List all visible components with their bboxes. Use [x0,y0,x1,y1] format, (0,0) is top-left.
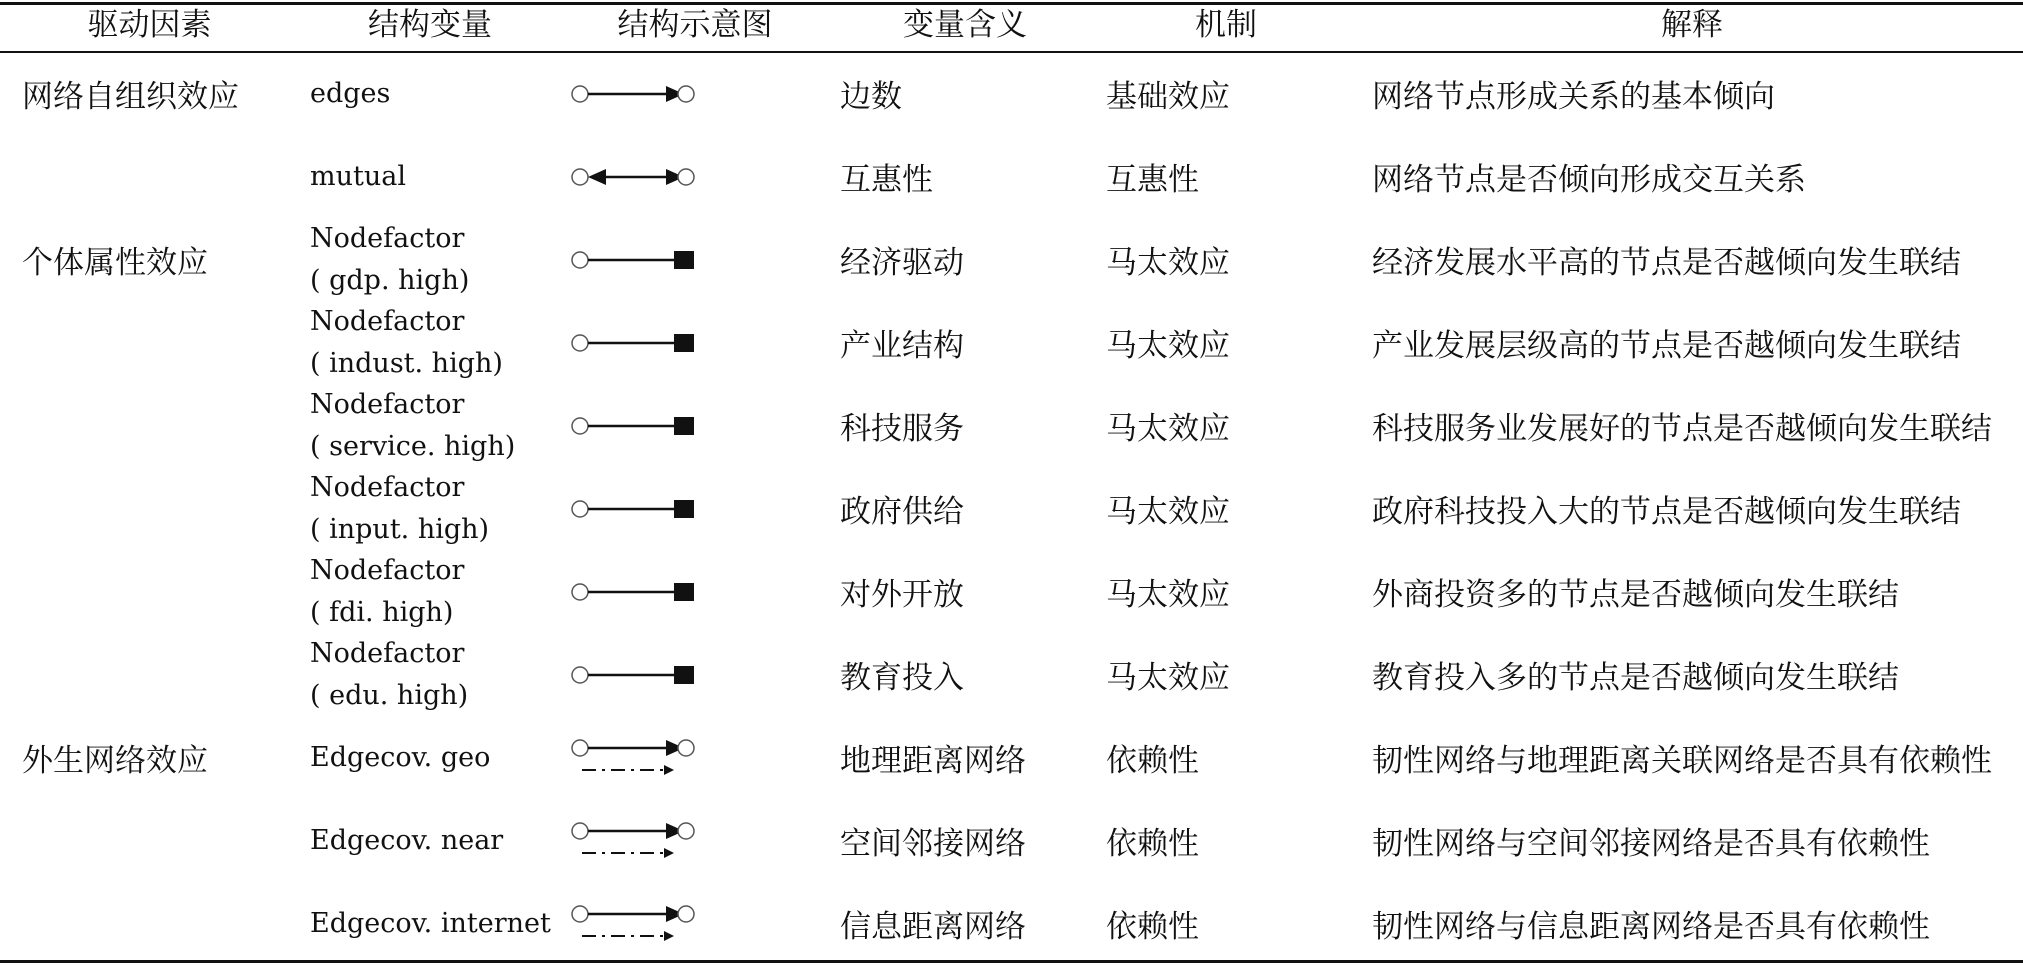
meaning-text: 对外开放 [840,577,964,613]
cell-variable [310,799,550,882]
variable-param: ( service. high) [310,430,516,462]
meaning-text: 互惠性 [840,162,933,198]
table-row [0,384,2023,467]
mechanism-text: 依赖性 [1106,826,1199,862]
meaning-text: 政府供给 [840,494,964,530]
structure-diagram-icon [570,384,710,467]
mechanism-text: 基础效应 [1106,79,1230,115]
cell-variable [310,301,550,384]
cell-explanation [1372,52,2012,135]
table-row [0,882,2023,965]
explanation-text: 产业发展层级高的节点是否越倾向发生联结 [1372,328,1961,364]
structure-diagram-icon [570,550,710,633]
cell-meaning [840,633,1090,716]
variable-param: ( fdi. high) [310,596,454,628]
cell-variable [310,218,550,301]
cell-variable [310,52,550,135]
table-row [0,218,2023,301]
explanation-text: 韧性网络与地理距离关联网络是否具有依赖性 [1372,743,1992,779]
cell-driver [22,882,302,965]
cell-explanation [1372,135,2012,218]
explanation-text: 韧性网络与空间邻接网络是否具有依赖性 [1372,826,1930,862]
variable-param: ( indust. high) [310,347,503,379]
variable-name: Nodefactor [310,222,465,254]
table-row [0,799,2023,882]
meaning-text: 空间邻接网络 [840,826,1026,862]
cell-meaning [840,52,1090,135]
structure-diagram-icon [570,52,710,135]
cell-mechanism [1106,218,1356,301]
structure-diagram-icon [570,716,710,799]
table-row [0,716,2023,799]
explanation-text: 网络节点是否倾向形成交互关系 [1372,162,1806,198]
mechanism-text: 马太效应 [1106,660,1230,696]
structure-diagram-icon [570,301,710,384]
cell-driver [22,633,302,716]
cell-meaning [840,218,1090,301]
meaning-text: 经济驱动 [840,245,964,281]
variable-name: Edgecov. geo [310,741,491,773]
cell-mechanism [1106,384,1356,467]
variable-name: Edgecov. near [310,824,504,856]
mechanism-text: 依赖性 [1106,909,1199,945]
cell-mechanism [1106,882,1356,965]
meaning-text: 科技服务 [840,411,964,447]
explanation-text: 外商投资多的节点是否越倾向发生联结 [1372,577,1899,613]
header-variable: 结构变量 [368,7,492,43]
variable-param: ( gdp. high) [310,264,470,296]
cell-mechanism [1106,550,1356,633]
cell-driver [22,550,302,633]
variable-name: Nodefactor [310,471,465,503]
cell-meaning [840,716,1090,799]
table-row [0,135,2023,218]
variable-param: ( edu. high) [310,679,469,711]
mechanism-text: 马太效应 [1106,494,1230,530]
driver-text: 个体属性效应 [22,245,208,281]
table-row [0,52,2023,135]
meaning-text: 教育投入 [840,660,964,696]
cell-variable [310,716,550,799]
header-driver: 驱动因素 [87,7,212,43]
table-row [0,550,2023,633]
cell-meaning [840,467,1090,550]
meaning-text: 边数 [840,79,902,115]
cell-meaning [840,384,1090,467]
cell-mechanism [1106,467,1356,550]
cell-variable [310,135,550,218]
explanation-text: 科技服务业发展好的节点是否越倾向发生联结 [1372,411,1992,447]
cell-mechanism [1106,135,1356,218]
variable-name: edges [310,77,391,109]
cell-explanation [1372,716,2012,799]
driver-text: 外生网络效应 [22,743,208,779]
mechanism-text: 马太效应 [1106,411,1230,447]
cell-variable [310,467,550,550]
cell-driver [22,301,302,384]
variable-name: Edgecov. internet [310,907,551,939]
variable-name: mutual [310,160,406,192]
structure-diagram-icon [570,882,710,965]
cell-explanation [1372,799,2012,882]
meaning-text: 地理距离网络 [840,743,1026,779]
driver-text: 网络自组织效应 [22,79,239,115]
cell-explanation [1372,301,2012,384]
mechanism-text: 马太效应 [1106,245,1230,281]
variable-name: Nodefactor [310,554,465,586]
meaning-text: 信息距离网络 [840,909,1026,945]
structure-diagram-icon [570,633,710,716]
variable-param: ( input. high) [310,513,490,545]
table-row [0,301,2023,384]
cell-mechanism [1106,799,1356,882]
structure-diagram-icon [570,467,710,550]
cell-explanation [1372,384,2012,467]
structure-diagram-icon [570,135,710,218]
cell-driver [22,52,302,135]
cell-explanation [1372,550,2012,633]
variable-name: Nodefactor [310,637,465,669]
structure-diagram-icon [570,799,710,882]
cell-explanation [1372,633,2012,716]
table-row [0,633,2023,716]
mechanism-text: 互惠性 [1106,162,1199,198]
cell-explanation [1372,467,2012,550]
cell-driver [22,716,302,799]
explanation-text: 经济发展水平高的节点是否越倾向发生联结 [1372,245,1961,281]
header-diagram: 结构示意图 [617,7,773,43]
cell-mechanism [1106,716,1356,799]
cell-variable [310,384,550,467]
cell-explanation [1372,218,2012,301]
explanation-text: 政府科技投入大的节点是否越倾向发生联结 [1372,494,1961,530]
cell-driver [22,799,302,882]
table-row [0,467,2023,550]
header-explanation: 解释 [1661,7,1723,43]
cell-driver [22,384,302,467]
explanation-text: 教育投入多的节点是否越倾向发生联结 [1372,660,1899,696]
header-mechanism: 机制 [1195,7,1257,43]
cell-driver [22,467,302,550]
explanation-text: 韧性网络与信息距离网络是否具有依赖性 [1372,909,1930,945]
cell-driver [22,135,302,218]
explanation-text: 网络节点形成关系的基本倾向 [1372,79,1775,115]
cell-variable [310,550,550,633]
meaning-text: 产业结构 [840,328,964,364]
cell-driver [22,218,302,301]
header-meaning: 变量含义 [903,7,1027,43]
cell-mechanism [1106,633,1356,716]
cell-meaning [840,882,1090,965]
cell-meaning [840,135,1090,218]
structure-diagram-icon [570,218,710,301]
mechanism-text: 马太效应 [1106,577,1230,613]
mechanism-text: 依赖性 [1106,743,1199,779]
cell-explanation [1372,882,2012,965]
cell-mechanism [1106,301,1356,384]
mechanism-text: 马太效应 [1106,328,1230,364]
cell-meaning [840,550,1090,633]
cell-variable [310,633,550,716]
cell-variable [310,882,550,965]
variable-name: Nodefactor [310,305,465,337]
cell-mechanism [1106,52,1356,135]
variable-name: Nodefactor [310,388,465,420]
cell-meaning [840,799,1090,882]
cell-meaning [840,301,1090,384]
